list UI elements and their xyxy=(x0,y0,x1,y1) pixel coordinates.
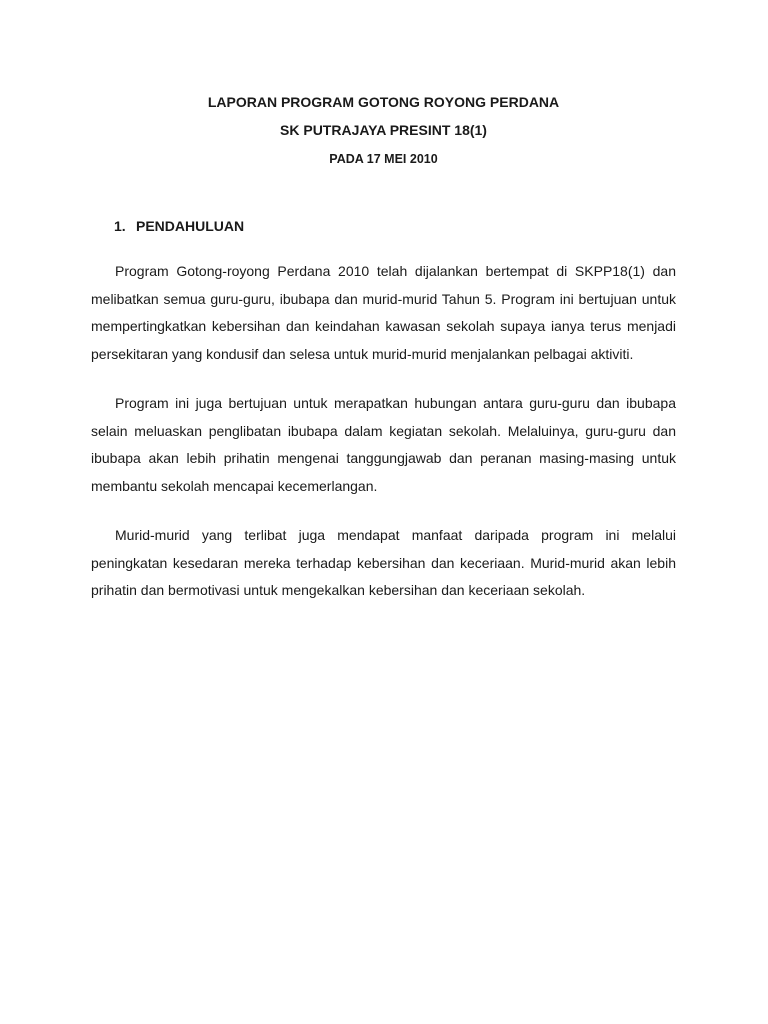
school-name: SK PUTRAJAYA PRESINT 18(1) xyxy=(280,122,487,138)
section-title: PENDAHULUAN xyxy=(136,218,245,234)
paragraph-1: Program Gotong-royong Perdana 2010 telah dijalankan bertempat di SKPP18(1) dan melibatkan semua guru-guru, ibubapa dan murid-murid Tahun 5. Program ini bertujuan untuk mempertingkatkan kebersihan dan keindahan kawasan sekolah supaya ianya terus menjadi persekitaran yang kondusif dan selesa untuk murid-murid menjalankan pelbagai aktiviti. xyxy=(91,263,676,362)
paragraph-2: Program ini juga bertujuan untuk merapatkan hubungan antara guru-guru dan ibubapa selain meluaskan penglibatan ibubapa dalam kegiatan sekolah. Melaluinya, guru-guru dan ibubapa akan lebih prihatin mengenai tanggungjawab dan peranan masing-masing untuk membantu sekolah mencapai kecemerlangan. xyxy=(91,395,676,494)
section-heading xyxy=(114,217,676,235)
title-block xyxy=(91,0,676,167)
paragraph-3: Murid-murid yang terlibat juga mendapat manfaat daripada program ini melalui peningkatan kesedaran mereka terhadap kebersihan dan keceriaan. Murid-murid akan lebih prihatin dan bermotivasi untuk mengekalkan kebersihan dan keceriaan sekolah. xyxy=(91,527,676,598)
report-date: PADA 17 MEI 2010 xyxy=(329,152,438,166)
section-number: 1. xyxy=(114,218,126,234)
document-title: LAPORAN PROGRAM GOTONG ROYONG PERDANA xyxy=(207,94,560,110)
section-content xyxy=(91,258,676,605)
